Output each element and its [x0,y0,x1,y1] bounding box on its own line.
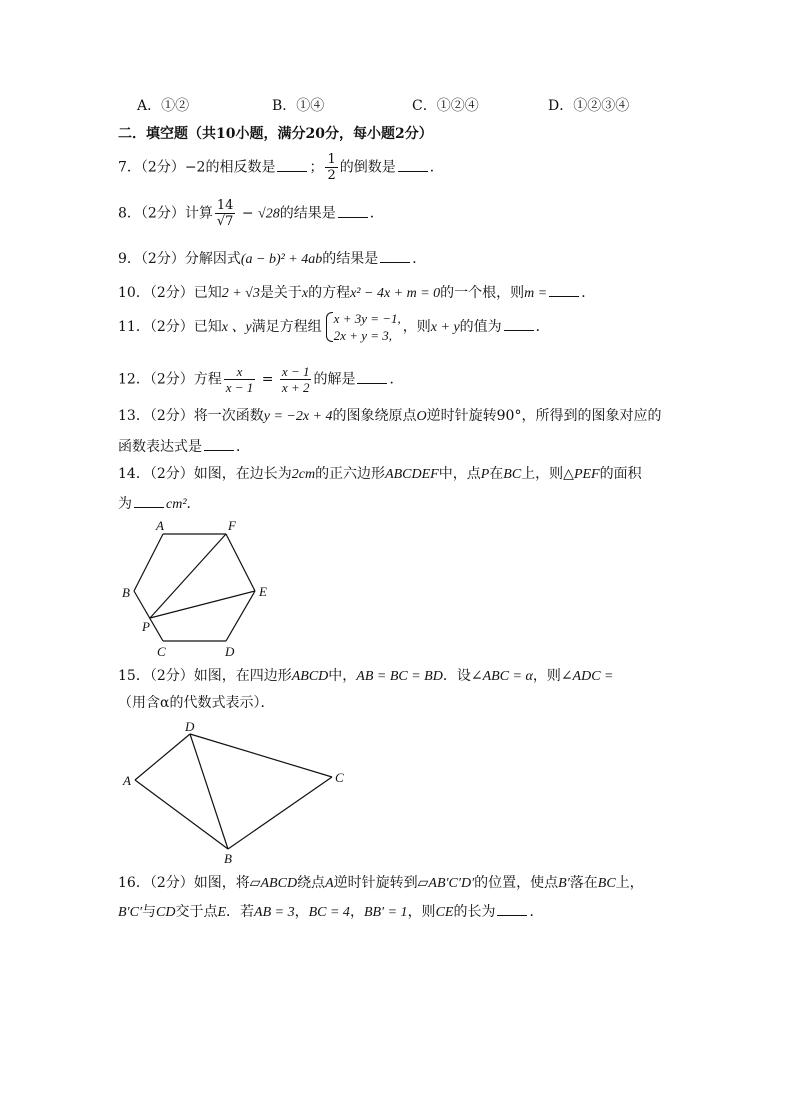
label-d: D [225,644,235,659]
label-c: C [335,770,344,785]
q8-end: ． [369,205,384,222]
q16-text-j: ，则 [407,904,436,920]
q16-end: ． [529,904,544,920]
q11-mid: 满足方程组 [251,319,322,335]
q16-bpcp: B′C′ [118,905,143,920]
q14-bc: BC [503,467,522,482]
q16-bp: B′ [558,876,570,891]
q11-suffix: 的值为 [459,319,502,335]
q10-mid3: 的一个根，则 [440,285,525,301]
question-9 [118,248,426,270]
q14-text-b: 的正六边形 [315,466,386,482]
option-a: A．①② [137,98,190,114]
q13-line2: 函数表达式是 [118,439,202,455]
question-16-line-2 [118,901,543,923]
q7-suffix: 的倒数是 [339,159,396,176]
answer-blank [338,203,368,218]
q16-para1: ▱ABCD [249,876,298,891]
q16-text-h: 交于点 [175,904,218,920]
label-b: B [224,851,232,866]
q16-text-f: 上， [615,875,644,891]
q16-text-c: 逆时针旋转到 [333,875,418,891]
answer-blank [134,493,164,508]
q10-m: m = [524,286,548,301]
question-14-line-2 [118,493,201,515]
edge-fe [226,534,255,591]
q14-text-a: 14．（2分）如图，在边长为 [118,466,292,482]
q16-para2: ▱AB′C′D′ [417,876,475,891]
equation-1: x + 3y = −1, [333,311,401,326]
quadrilateral-figure [115,718,355,868]
q16-text-d: 的位置，使点 [474,875,559,891]
section-title: 二．填空题（共10小题，满分20分，每小题2分） [118,126,433,142]
q16-e: E [217,905,227,920]
question-13-line-2 [118,436,250,457]
label-a: A [123,773,131,788]
answer-blank [204,436,234,451]
equation-2: 2x + y = 3, [333,328,393,343]
edge-ad [135,734,190,780]
q15-text-b: 中， [328,668,357,684]
question-12 [118,364,403,395]
q15-text-c: ．设 [442,668,471,684]
label-d: D [185,719,195,734]
q12-prefix: 12．（2分）方程 [118,371,222,388]
label-e: E [259,584,267,599]
question-15-line-2 [118,693,274,713]
denominator: x − 1 [225,380,254,395]
left-fraction [224,364,256,395]
label-p: P [142,619,150,634]
edge-dc [190,734,332,777]
q14-text-d: 在 [489,466,504,482]
q16-bcv: BC = 4 [308,905,350,920]
option-c: C．①②④ [412,98,479,114]
numerator: 1 [327,152,336,167]
answer-blank [398,157,428,172]
q12-end: ． [389,371,404,388]
q16-text-e: 落在 [569,875,598,891]
q15-eq: AB = BC = BD [356,669,443,684]
numerator: x − 1 [281,364,310,379]
q7-mid: ； [309,159,324,176]
q13-end: ． [236,439,250,455]
q16-ce: CE [435,905,454,920]
edge-cb [228,777,332,849]
numerator: x [224,364,256,380]
question-16-line-1 [118,873,644,894]
q14-tri: △PEF [563,467,600,482]
equals-sign: = [257,371,278,388]
right-fraction [280,364,312,395]
q16-text-g: 与 [142,904,157,920]
question-15-line-1 [118,666,614,687]
answer-blank [277,157,307,172]
q10-end: ． [581,285,596,301]
q16-comma-2: ， [349,904,364,920]
question-10 [118,282,595,304]
q15-angle1: ∠ABC = α [470,669,533,684]
q16-ab: AB = 3 [254,905,295,920]
option-b: B．①④ [272,98,325,114]
denominator: x + 2 [281,380,310,395]
denominator: √7 [216,214,234,229]
q10-value: 2 + √3 [221,286,260,301]
q15-angle2: ∠ADC = [560,669,614,684]
hexagon-figure [110,515,280,660]
q13-text-b: 的图象绕原点 [332,408,417,424]
question-13-line-1 [118,406,661,427]
q16-text-k: 的长为 [453,904,496,920]
segment-pf [150,534,226,618]
q14-text-f: 的面积 [599,466,642,482]
q9-suffix: 的结果是 [322,251,379,267]
q11-expr: x + y [430,320,460,335]
denominator: 2 [327,168,336,183]
q14-text-e: 上，则 [521,466,564,482]
q16-cd: CD [156,905,176,920]
q13-text-a: 13．（2分）将一次函数 [118,408,264,424]
q10-mid1: 是关于 [259,285,302,301]
q9-prefix: 9．（2分）分解因式 [118,251,241,267]
q14-text-c: 中，点 [438,466,481,482]
q8-suffix: 的结果是 [279,205,336,222]
q15-line2: （用含α的代数式表示）． [118,695,275,711]
q11-end: ． [535,319,550,335]
answer-blank [549,282,579,297]
q9-end: ． [412,251,427,267]
q14-side: 2cm [291,467,316,482]
question-14-line-1 [118,464,642,485]
q16-text-a: 16．（2分）如图，将 [118,875,250,891]
answer-blank [380,248,410,263]
q13-func: y = −2x + 4 [263,409,333,424]
numerator: 14 [215,198,236,214]
label-b: B [122,585,130,600]
q14-p: P [480,467,490,482]
q12-suffix: 的解是 [313,371,356,388]
q16-bc: BC [597,876,616,891]
q16-comma-1: ， [294,904,309,920]
edge-ba [135,780,228,849]
q16-a: A [325,876,334,891]
q14-unit: cm² [166,497,187,512]
question-11 [118,310,550,344]
q11-mid2: ，则 [402,319,431,335]
fraction [325,152,337,183]
q10-var: x [301,286,309,301]
q7-end: ． [429,159,444,176]
q16-text-b: 绕点 [297,875,326,891]
diagonal-bd [190,734,228,849]
answer-blank [497,901,527,916]
q10-prefix: 10．（2分）已知 [118,285,222,301]
q11-vars: x 、y [221,320,252,335]
q16-bbp: BB′ = 1 [363,905,408,920]
q15-text-d: ，则 [532,668,561,684]
fraction [215,198,236,229]
label-a: A [156,518,164,533]
q11-prefix: 11．（2分）已知 [118,319,222,335]
label-f: F [228,518,236,533]
q14-hex: ABCDEF [385,467,439,482]
q14-line2a: 为 [118,496,132,512]
q10-mid2: 的方程 [308,285,351,301]
answer-blank [357,369,387,384]
edge-ed [226,591,255,641]
q8-prefix: 8．（2分）计算 [118,205,213,222]
segment-pe [150,591,255,618]
option-d: D．①②③④ [548,98,630,114]
q10-eq: x² − 4x + m = 0 [350,286,441,301]
q13-origin: O [416,409,427,424]
edge-ba [134,534,163,591]
q15-quad: ABCD [291,669,329,684]
question-8 [118,198,384,229]
equation-system [324,310,401,344]
q13-text-c: 逆时针旋转90°，所得到的图象对应的 [426,408,662,424]
answer-blank [504,316,534,331]
q14-end: ． [186,496,201,512]
q7-prefix: 7．（2分）−2的相反数是 [118,159,276,176]
label-c: C [157,644,166,659]
q16-text-i: ．若 [226,904,255,920]
q8-minus: − [237,205,259,222]
q15-text-a: 15．（2分）如图，在四边形 [118,668,292,684]
q9-expr: (a − b)² + 4ab [240,252,323,267]
sqrt-expr: √28 [258,206,280,222]
question-7 [118,152,444,183]
